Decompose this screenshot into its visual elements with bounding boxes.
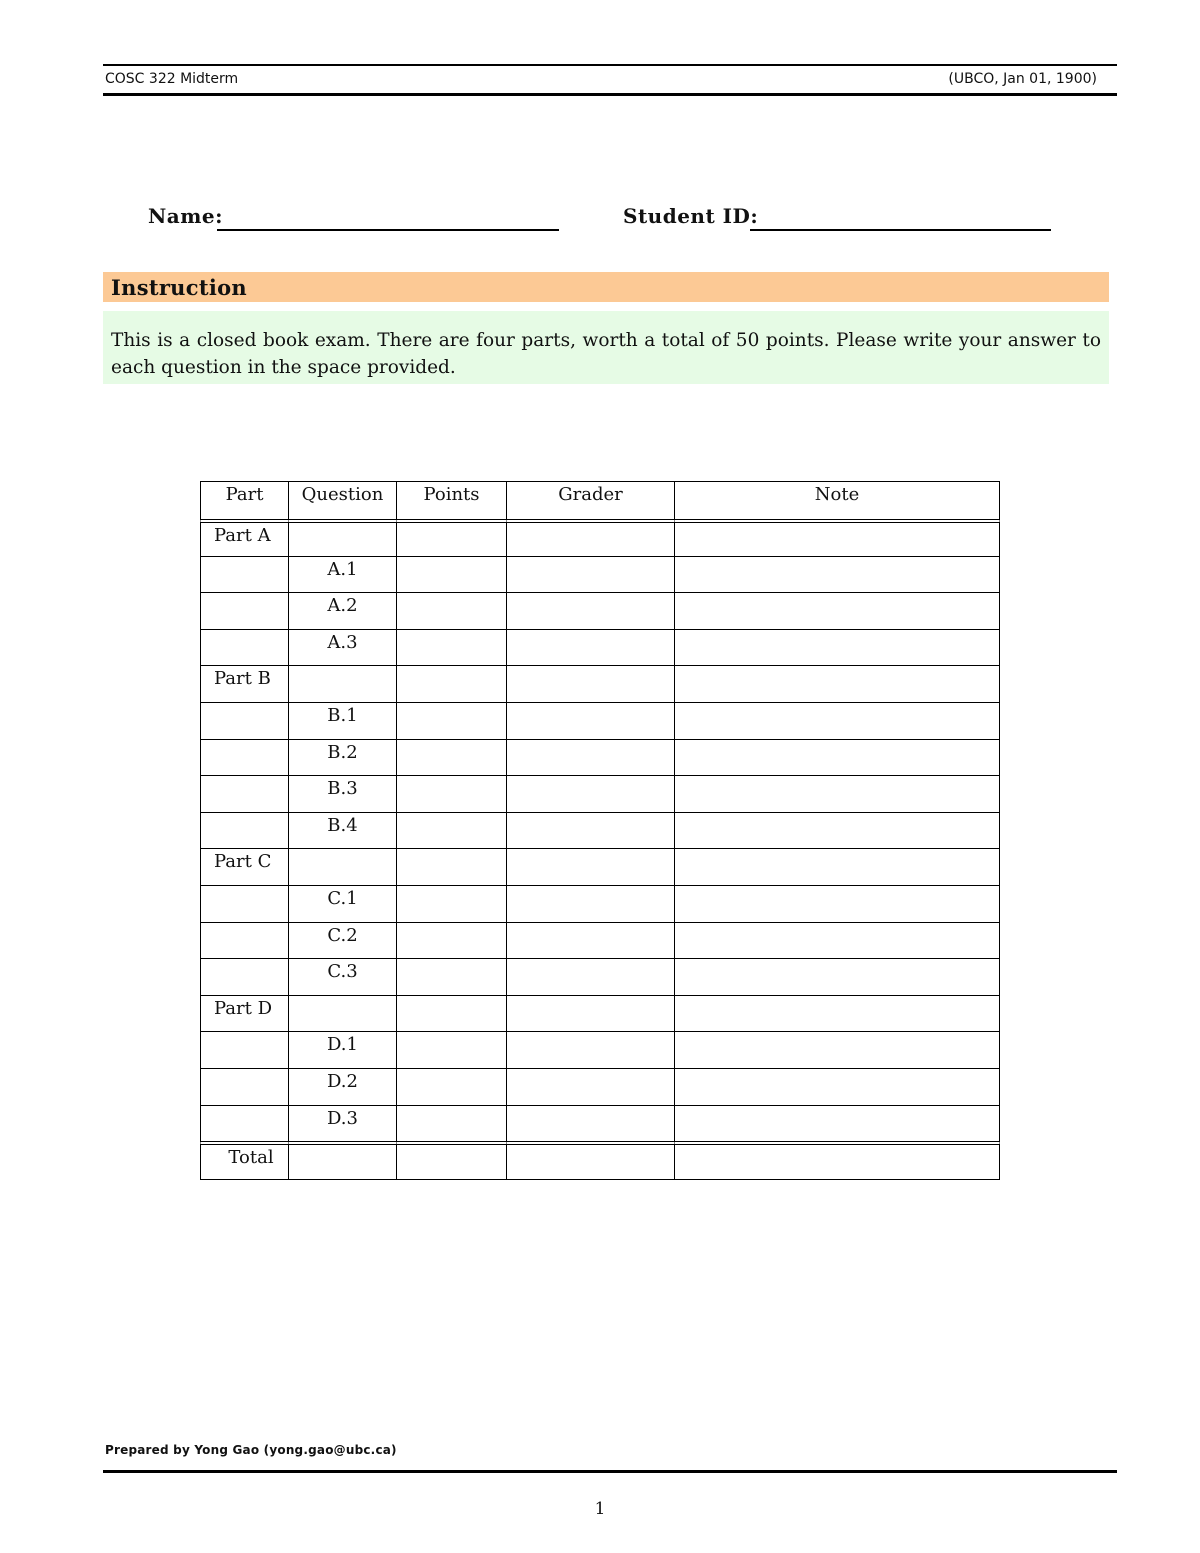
question-cell: A.1 <box>288 556 396 593</box>
points-cell[interactable] <box>396 1068 506 1105</box>
table-row <box>200 519 1000 556</box>
name-field-line[interactable] <box>217 229 559 231</box>
table-row <box>200 556 1000 593</box>
note-cell[interactable] <box>674 1068 1000 1105</box>
table-row <box>200 629 1000 666</box>
part-cell <box>200 702 288 739</box>
grader-cell[interactable] <box>506 519 674 556</box>
prepared-by-note: Prepared by Yong Gao (yong.gao@ubc.ca) <box>105 1443 397 1457</box>
header-top-rule <box>103 64 1117 66</box>
table-row <box>200 922 1000 959</box>
grader-cell[interactable] <box>506 739 674 776</box>
points-cell[interactable] <box>396 556 506 593</box>
points-cell[interactable] <box>396 812 506 849</box>
part-cell: Part D <box>200 995 288 1032</box>
total-question-cell <box>288 1141 396 1180</box>
note-cell[interactable] <box>674 958 1000 995</box>
header-exam-meta: (UBCO, Jan 01, 1900) <box>948 71 1097 87</box>
points-cell[interactable] <box>396 592 506 629</box>
header-part: Part <box>200 481 288 519</box>
grader-cell[interactable] <box>506 1068 674 1105</box>
header-question: Question <box>288 481 396 519</box>
grader-cell[interactable] <box>506 775 674 812</box>
student-id-field-line[interactable] <box>750 229 1051 231</box>
part-cell: Part B <box>200 665 288 702</box>
question-cell: A.2 <box>288 592 396 629</box>
note-cell[interactable] <box>674 775 1000 812</box>
part-cell <box>200 629 288 666</box>
header-note: Note <box>674 481 1000 519</box>
table-total-row <box>200 1141 1000 1180</box>
note-cell[interactable] <box>674 1031 1000 1068</box>
note-cell[interactable] <box>674 812 1000 849</box>
part-cell <box>200 958 288 995</box>
part-cell <box>200 922 288 959</box>
part-cell: Part A <box>200 519 288 556</box>
points-cell[interactable] <box>396 922 506 959</box>
table-row <box>200 702 1000 739</box>
part-cell <box>200 775 288 812</box>
grader-cell[interactable] <box>506 702 674 739</box>
points-cell[interactable] <box>396 1105 506 1142</box>
table-row <box>200 848 1000 885</box>
footer-rule <box>103 1470 1117 1473</box>
note-cell[interactable] <box>674 885 1000 922</box>
question-cell: C.1 <box>288 885 396 922</box>
table-row <box>200 1105 1000 1142</box>
table-row <box>200 739 1000 776</box>
points-cell[interactable] <box>396 519 506 556</box>
table-header-row <box>200 481 1000 519</box>
part-cell <box>200 1068 288 1105</box>
table-row <box>200 958 1000 995</box>
points-cell[interactable] <box>396 848 506 885</box>
part-cell <box>200 739 288 776</box>
points-cell[interactable] <box>396 885 506 922</box>
note-cell[interactable] <box>674 739 1000 776</box>
note-cell[interactable] <box>674 922 1000 959</box>
part-cell <box>200 1031 288 1068</box>
instruction-heading: Instruction <box>103 272 1109 302</box>
points-cell[interactable] <box>396 958 506 995</box>
question-cell <box>288 995 396 1032</box>
header-course-title: COSC 322 Midterm <box>105 71 239 87</box>
question-cell: D.2 <box>288 1068 396 1105</box>
header-points: Points <box>396 481 506 519</box>
instruction-body: This is a closed book exam. There are four parts, worth a total of 50 points. Please write your answer to each question in the space provided. <box>103 311 1109 384</box>
question-cell: B.3 <box>288 775 396 812</box>
points-cell[interactable] <box>396 775 506 812</box>
part-cell <box>200 556 288 593</box>
points-cell[interactable] <box>396 702 506 739</box>
page-number: 1 <box>594 1499 606 1519</box>
part-cell <box>200 1105 288 1142</box>
header-bottom-rule <box>103 93 1117 96</box>
table-row <box>200 665 1000 702</box>
table-row <box>200 775 1000 812</box>
note-cell[interactable] <box>674 995 1000 1032</box>
note-cell[interactable] <box>674 848 1000 885</box>
points-cell[interactable] <box>396 665 506 702</box>
note-cell[interactable] <box>674 592 1000 629</box>
grader-cell[interactable] <box>506 922 674 959</box>
question-cell <box>288 848 396 885</box>
question-cell <box>288 519 396 556</box>
part-cell <box>200 592 288 629</box>
total-points-cell[interactable] <box>396 1141 506 1180</box>
total-note-cell[interactable] <box>674 1141 1000 1180</box>
points-cell[interactable] <box>396 629 506 666</box>
grader-cell[interactable] <box>506 1105 674 1142</box>
grader-cell[interactable] <box>506 958 674 995</box>
grader-cell[interactable] <box>506 665 674 702</box>
question-cell: B.2 <box>288 739 396 776</box>
student-id-label: Student ID: <box>623 204 759 228</box>
points-cell[interactable] <box>396 1031 506 1068</box>
question-cell: C.3 <box>288 958 396 995</box>
header-grader: Grader <box>506 481 674 519</box>
note-cell[interactable] <box>674 702 1000 739</box>
note-cell[interactable] <box>674 1105 1000 1142</box>
part-cell: Part C <box>200 848 288 885</box>
table-row <box>200 995 1000 1032</box>
grader-cell[interactable] <box>506 629 674 666</box>
question-cell: D.1 <box>288 1031 396 1068</box>
part-cell <box>200 812 288 849</box>
points-cell[interactable] <box>396 739 506 776</box>
question-cell <box>288 665 396 702</box>
note-cell[interactable] <box>674 519 1000 556</box>
table-row <box>200 885 1000 922</box>
part-cell <box>200 885 288 922</box>
points-cell[interactable] <box>396 995 506 1032</box>
name-label: Name: <box>148 204 224 228</box>
table-row <box>200 592 1000 629</box>
question-cell: B.1 <box>288 702 396 739</box>
note-cell[interactable] <box>674 556 1000 593</box>
grader-cell[interactable] <box>506 592 674 629</box>
table-row <box>200 812 1000 849</box>
note-cell[interactable] <box>674 629 1000 666</box>
grader-cell[interactable] <box>506 995 674 1032</box>
grading-table <box>200 481 1000 1180</box>
question-cell: D.3 <box>288 1105 396 1142</box>
question-cell: C.2 <box>288 922 396 959</box>
total-grader-cell[interactable] <box>506 1141 674 1180</box>
note-cell[interactable] <box>674 665 1000 702</box>
total-label-cell: Total <box>200 1141 288 1180</box>
grader-cell[interactable] <box>506 1031 674 1068</box>
grader-cell[interactable] <box>506 556 674 593</box>
table-row <box>200 1068 1000 1105</box>
table-row <box>200 1031 1000 1068</box>
question-cell: A.3 <box>288 629 396 666</box>
grader-cell[interactable] <box>506 812 674 849</box>
grader-cell[interactable] <box>506 848 674 885</box>
grader-cell[interactable] <box>506 885 674 922</box>
question-cell: B.4 <box>288 812 396 849</box>
